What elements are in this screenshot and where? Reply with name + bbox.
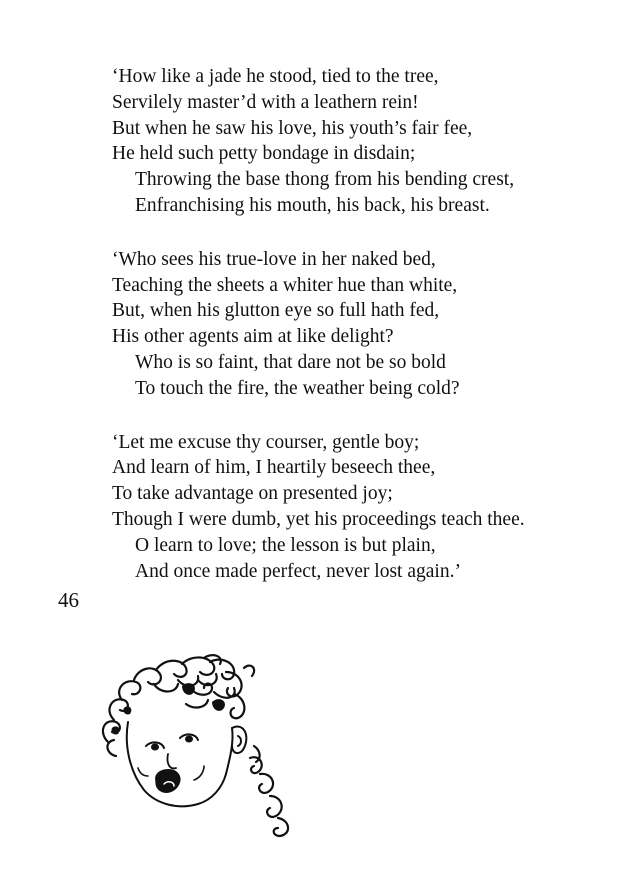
poem-line-indented: Throwing the base thong from his bending crest, (135, 169, 515, 191)
poem-line-indented: Who is so faint, that dare not be so bold (135, 351, 446, 373)
poem-line: ‘Who sees his true-love in her naked bed, (112, 248, 436, 270)
poem-line: Servilely master’d with a leathern rein! (112, 91, 419, 113)
poem-line: But when he saw his love, his youth’s fair fee, (112, 117, 473, 139)
nose (167, 754, 176, 768)
mouth (156, 770, 180, 792)
poem-line-indented: And once made perfect, never lost again.’ (135, 560, 461, 582)
poem-line: ‘Let me excuse thy courser, gentle boy; (112, 431, 420, 453)
trailing-curls (250, 746, 288, 836)
poem-line: Though I were dumb, yet his proceedings teach thee. (112, 508, 525, 530)
cherub-head-sketch-icon (94, 650, 309, 840)
poem-line-indented: O learn to love; the lesson is but plain, (135, 534, 436, 556)
poem-line: Teaching the sheets a whiter hue than white, (112, 274, 458, 296)
stanza-3 (112, 430, 612, 585)
page-number: 46 (58, 588, 79, 612)
poem (112, 64, 612, 612)
poem-line-indented: To touch the fire, the weather being cold? (135, 377, 460, 399)
poem-line: He held such petty bondage in disdain; (112, 143, 416, 165)
poem-line: ‘How like a jade he stood, tied to the tree, (112, 66, 439, 87)
poem-line: His other agents aim at like delight? (112, 326, 394, 348)
poem-line: To take advantage on presented joy; (112, 483, 393, 505)
poem-line-indented: Enfranchising his mouth, his back, his breast. (135, 194, 490, 216)
poem-line: But, when his glutton eye so full hath fed, (112, 300, 440, 322)
poem-line: And learn of him, I heartily beseech thee, (112, 457, 436, 479)
stanza-2 (112, 247, 612, 402)
ear (232, 727, 246, 754)
stanza-1 (112, 64, 612, 219)
face (127, 722, 233, 806)
